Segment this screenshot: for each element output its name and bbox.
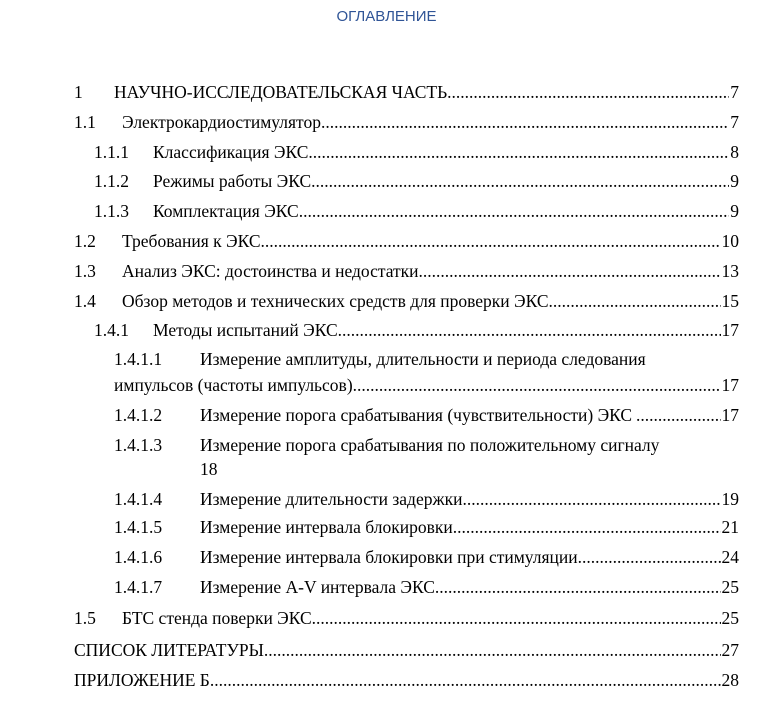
toc-entry[interactable] (94, 171, 739, 192)
toc-entry[interactable] (94, 201, 739, 222)
entry-number: 1.1.3 (94, 201, 129, 221)
entry-page: 9 (730, 171, 739, 191)
entry-text-continued: импульсов (частоты импульсов) (114, 375, 353, 395)
toc-entry[interactable] (114, 577, 739, 598)
entry-number: 1.4.1.4 (114, 489, 163, 509)
entry-number: 1.2 (74, 231, 96, 251)
entry-number: 1.3 (74, 261, 96, 281)
toc-entry[interactable] (74, 640, 739, 661)
toc-entry[interactable] (74, 608, 739, 629)
dot-leader (321, 112, 729, 133)
entry-page: 21 (721, 517, 739, 537)
entry-page: 24 (721, 547, 739, 567)
entry-text: НАУЧНО-ИССЛЕДОВАТЕЛЬСКАЯ ЧАСТЬ (114, 82, 448, 102)
dot-leader (261, 231, 721, 252)
entry-number: 1.1 (74, 112, 96, 132)
entry-page: 25 (721, 577, 739, 597)
entry-page: 19 (721, 489, 739, 509)
dot-leader (264, 640, 721, 661)
entry-page: 13 (721, 261, 739, 281)
toc-entry[interactable] (74, 82, 739, 103)
entry-page: 28 (721, 670, 739, 690)
dot-leader (578, 547, 721, 568)
dot-leader (338, 320, 721, 341)
dot-leader (311, 171, 729, 192)
entry-number: 1.4.1.5 (114, 517, 163, 537)
entry-page: 7 (730, 82, 739, 102)
entry-text: БТС стенда поверки ЭКС (122, 608, 312, 628)
entry-text: СПИСОК ЛИТЕРАТУРЫ (74, 640, 264, 660)
entry-page: 18 (200, 459, 218, 479)
entry-text: Режимы работы ЭКС (153, 171, 312, 191)
entry-text: Измерение A-V интервала ЭКС (200, 577, 435, 597)
entry-page: 25 (721, 608, 739, 628)
entry-page: 17 (721, 320, 739, 340)
toc-entry-first-line[interactable] (114, 349, 646, 370)
toc-entry[interactable] (114, 547, 739, 568)
entry-text: Требования к ЭКС (122, 231, 261, 251)
entry-page: 17 (721, 375, 739, 395)
toc-entry[interactable] (114, 489, 739, 510)
dot-leader (447, 82, 729, 103)
entry-text: ПРИЛОЖЕНИЕ Б (74, 670, 210, 690)
dot-leader (312, 608, 721, 629)
entry-text: Измерение интервала блокировки (200, 517, 453, 537)
entry-text: Электрокардиостимулятор (122, 112, 321, 132)
dot-leader (210, 670, 721, 691)
toc-entry[interactable] (114, 405, 739, 426)
dot-leader (453, 517, 721, 538)
entry-page: 9 (730, 201, 739, 221)
entry-number: 1.5 (74, 608, 96, 628)
toc-title: ОГЛАВЛЕНИЕ (336, 8, 437, 25)
toc-entry[interactable] (74, 112, 739, 133)
entry-number: 1.4.1.3 (114, 435, 163, 455)
toc-entry[interactable] (114, 517, 739, 538)
toc-entry[interactable] (94, 142, 739, 163)
entry-text: Измерение порога срабатывания (чувствительности) ЭКС (200, 405, 633, 425)
entry-number: 1.1.2 (94, 171, 129, 191)
entry-number: 1.4.1.7 (114, 577, 163, 597)
entry-text: Комплектация ЭКС (153, 201, 299, 221)
entry-number: 1.4.1 (94, 320, 129, 340)
entry-number: 1.4.1.6 (114, 547, 163, 567)
entry-text: Измерение интервала блокировки при стимуляции (200, 547, 578, 567)
dot-leader (632, 405, 720, 426)
entry-page: 7 (730, 112, 739, 132)
entry-number: 1.4.1.1 (114, 349, 163, 369)
entry-page: 17 (721, 405, 739, 425)
dot-leader (353, 375, 721, 396)
dot-leader (419, 261, 721, 282)
entry-page: 8 (730, 142, 739, 162)
entry-number: 1.1.1 (94, 142, 129, 162)
entry-text: Методы испытаний ЭКС (153, 320, 338, 340)
toc-entry[interactable] (74, 261, 739, 282)
entry-page: 27 (721, 640, 739, 660)
entry-number: 1.4 (74, 291, 96, 311)
dot-leader (549, 291, 721, 312)
entry-text: Классификация ЭКС (153, 142, 309, 162)
dot-leader (462, 489, 720, 510)
entry-number: 1 (74, 82, 83, 102)
toc-entry[interactable] (114, 375, 739, 396)
entry-number: 1.4.1.2 (114, 405, 163, 425)
dot-leader (308, 142, 729, 163)
entry-text: Измерение порога срабатывания по положительному сигналу (200, 435, 660, 455)
entry-page: 10 (721, 231, 739, 251)
entry-text: Анализ ЭКС: достоинства и недостатки (122, 261, 419, 281)
dot-leader (435, 577, 721, 598)
entry-text: Измерение амплитуды, длительности и периода следования (200, 349, 646, 369)
dot-leader (299, 201, 730, 222)
toc-entry[interactable] (74, 670, 739, 691)
entry-text: Измерение длительности задержки (200, 489, 463, 509)
toc-entry[interactable] (94, 320, 739, 341)
toc-entry[interactable] (74, 231, 739, 252)
toc-entry[interactable] (114, 435, 659, 456)
entry-text: Обзор методов и технических средств для проверки ЭКС (122, 291, 549, 311)
toc-entry[interactable] (74, 291, 739, 312)
entry-page: 15 (721, 291, 739, 311)
